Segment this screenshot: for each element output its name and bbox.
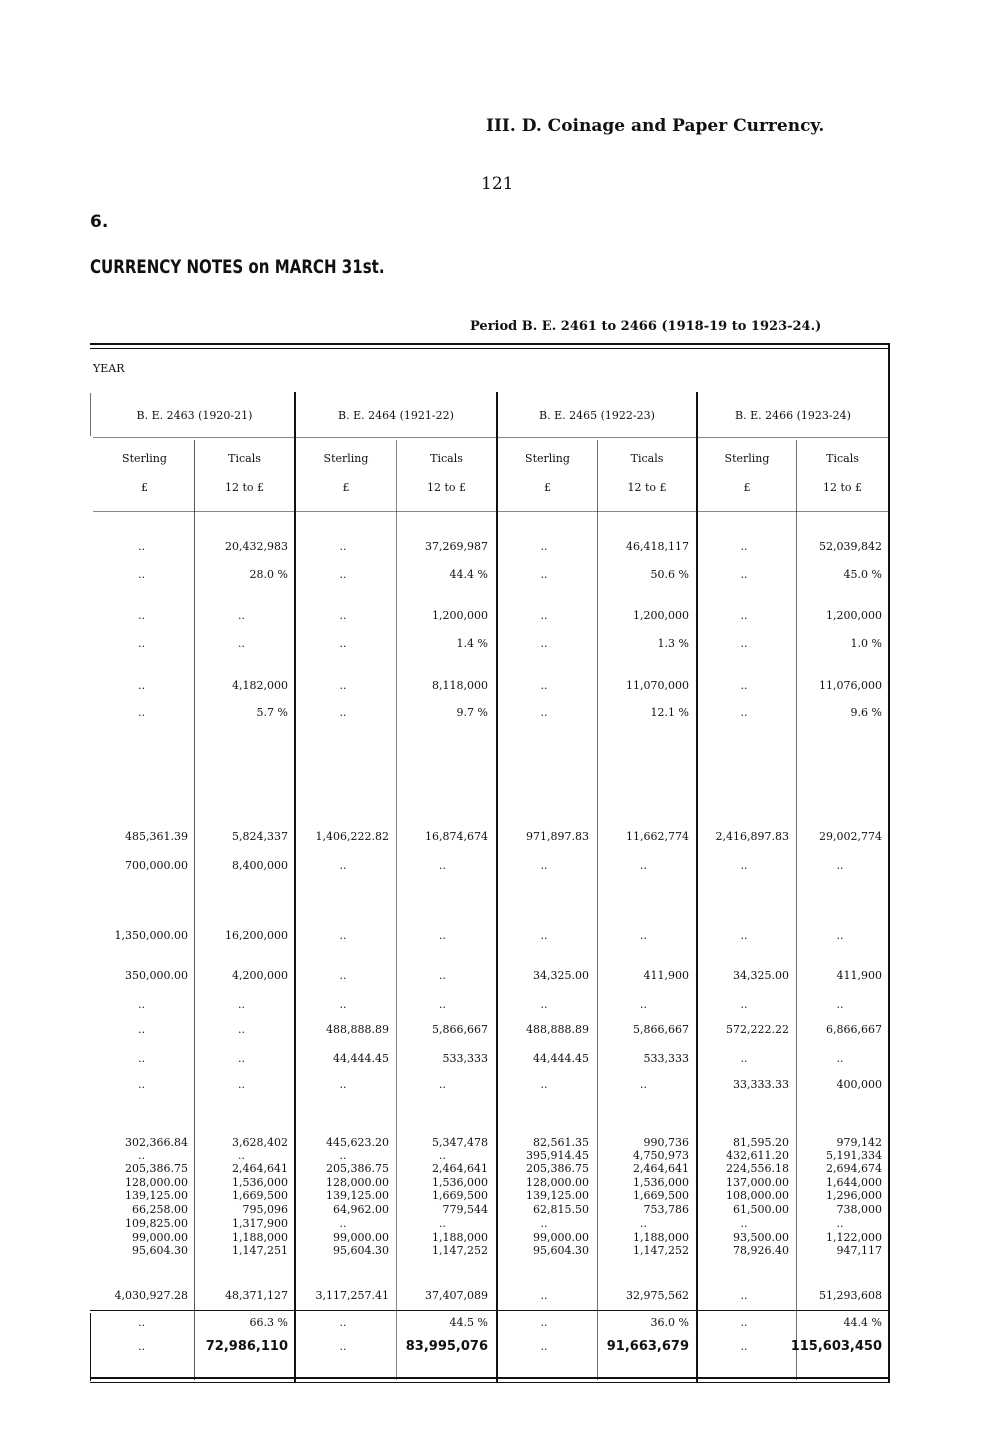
table-cell: 95,604.30 — [533, 1244, 589, 1257]
table-cell: .. — [540, 568, 548, 581]
table-cell: 5,824,337 — [232, 830, 288, 843]
table-cell: 533,333 — [643, 1052, 689, 1065]
total-cell: 3,117,257.41 — [315, 1289, 389, 1302]
year-header-2464: B. E. 2464 (1921-22) — [338, 409, 454, 422]
table-cell: 61,500.00 — [733, 1203, 789, 1216]
total-cell: 4,030,927.28 — [114, 1289, 188, 1302]
table-cell: .. — [540, 1217, 548, 1230]
grand-total-cell: 91,663,679 — [606, 1339, 689, 1354]
sterling-header: Sterling — [525, 452, 570, 465]
table-cell: .. — [339, 568, 347, 581]
table-cell: .. — [540, 929, 548, 942]
table-cell: .. — [339, 969, 347, 982]
table-cell: 64,962.00 — [333, 1203, 389, 1216]
table-cell: 128,000.00 — [526, 1176, 589, 1189]
table-cell: 411,900 — [836, 969, 882, 982]
sterling-unit: £ — [342, 481, 350, 494]
table-cell: 20,432,983 — [225, 540, 288, 553]
table-cell: .. — [740, 706, 748, 719]
grand-total-cell: 72,986,110 — [205, 1339, 288, 1354]
table-cell: .. — [439, 859, 446, 872]
year-label: YEAR — [93, 362, 125, 375]
table-cell: 302,366.84 — [125, 1136, 188, 1149]
table-cell: .. — [836, 1052, 844, 1065]
table-cell: 1,296,000 — [826, 1189, 882, 1202]
table-cell: .. — [836, 929, 844, 942]
table-cell: .. — [439, 1078, 446, 1091]
table-cell: 488,888.89 — [326, 1023, 389, 1036]
table-cell: .. — [740, 1217, 748, 1230]
table-cell: .. — [339, 540, 347, 553]
total-cell: .. — [540, 1316, 548, 1329]
table-cell: 947,117 — [836, 1244, 882, 1257]
table-cell: .. — [339, 609, 347, 622]
table-cell: 5,347,478 — [432, 1136, 488, 1149]
table-cell: 1,188,000 — [432, 1231, 488, 1244]
ticals-unit: 12 to £ — [224, 481, 265, 494]
table-cell: 9.6 % — [850, 706, 882, 719]
table-cell: 1,536,000 — [432, 1176, 488, 1189]
period-caption: Period B. E. 2461 to 2466 (1918-19 to 1923-24.) — [470, 319, 822, 334]
table-cell: .. — [740, 540, 748, 553]
table-cell: 44.4 % — [449, 568, 488, 581]
table-cell: 2,464,641 — [432, 1162, 488, 1175]
table-cell: .. — [339, 1078, 347, 1091]
table-cell: .. — [740, 568, 748, 581]
table-cell: 11,662,774 — [626, 830, 689, 843]
grand-total-cell: .. — [138, 1340, 145, 1353]
ticals-unit: 12 to £ — [426, 481, 467, 494]
table-cell: 34,325.00 — [533, 969, 589, 982]
table-cell: 979,142 — [836, 1136, 882, 1149]
table-cell: .. — [339, 998, 347, 1011]
table-cell: 33,333.33 — [733, 1078, 789, 1091]
table-cell: 82,561.35 — [533, 1136, 589, 1149]
table-cell: 1,317,900 — [232, 1217, 288, 1230]
table-cell: .. — [640, 859, 647, 872]
table-cell: 1,669,500 — [232, 1189, 288, 1202]
ticals-unit: 12 to £ — [627, 481, 667, 494]
table-cell: 224,556.18 — [726, 1162, 789, 1175]
table-cell: 700,000.00 — [125, 859, 188, 872]
ticals-header: Ticals — [430, 452, 463, 465]
table-cell: .. — [439, 969, 446, 982]
table-cell: .. — [138, 568, 145, 581]
grand-total-cell: .. — [339, 1340, 347, 1353]
table-cell: 1,669,500 — [432, 1189, 488, 1202]
table-cell: 445,623.20 — [326, 1136, 389, 1149]
table-cell: .. — [836, 859, 844, 872]
table-cell: 139,125.00 — [326, 1189, 389, 1202]
total-cell: 36.0 % — [650, 1316, 689, 1329]
year-header-2465: B. E. 2465 (1922-23) — [539, 409, 655, 422]
table-cell: 66,258.00 — [132, 1203, 188, 1216]
grand-total-cell: 115,603,450 — [790, 1339, 882, 1354]
table-cell: 3,628,402 — [232, 1136, 288, 1149]
ticals-unit: 12 to £ — [822, 481, 863, 494]
table-cell: 11,076,000 — [819, 679, 882, 692]
table-cell: .. — [439, 1217, 446, 1230]
table-cell: 28.0 % — [249, 568, 288, 581]
table-cell: 99,000.00 — [132, 1231, 188, 1244]
sterling-unit: £ — [544, 481, 551, 494]
table-cell: .. — [540, 637, 548, 650]
table-cell: 1,406,222.82 — [315, 830, 389, 843]
table-cell: .. — [238, 1149, 245, 1162]
table-cell: 2,464,641 — [633, 1162, 689, 1175]
sterling-unit: £ — [743, 481, 751, 494]
table-cell: 109,825.00 — [125, 1217, 188, 1230]
table-cell: 37,269,987 — [425, 540, 488, 553]
ticals-header: Ticals — [228, 452, 261, 465]
table-cell: .. — [339, 859, 347, 872]
table-cell: 34,325.00 — [733, 969, 789, 982]
table-cell: .. — [740, 998, 748, 1011]
total-cell: 44.5 % — [449, 1316, 488, 1329]
table-cell: 139,125.00 — [526, 1189, 589, 1202]
table-cell: 29,002,774 — [819, 830, 882, 843]
table-cell: 16,874,674 — [425, 830, 488, 843]
table-cell: 795,096 — [242, 1203, 288, 1216]
table-cell: .. — [740, 609, 748, 622]
table-cell: .. — [540, 859, 548, 872]
table-cell: .. — [439, 1149, 446, 1162]
table-cell: .. — [540, 706, 548, 719]
table-cell: 1,536,000 — [633, 1176, 689, 1189]
table-cell: 1,200,000 — [826, 609, 882, 622]
sterling-unit: £ — [141, 481, 148, 494]
table-title: CURRENCY NOTES on MARCH 31st. — [90, 256, 385, 278]
total-cell: 44.4 % — [843, 1316, 882, 1329]
table-cell: 1,122,000 — [826, 1231, 882, 1244]
table-number: 6. — [90, 212, 109, 232]
sterling-header: Sterling — [122, 452, 167, 465]
table-cell: 46,418,117 — [626, 540, 689, 553]
year-header-2466: B. E. 2466 (1923-24) — [735, 409, 851, 422]
table-cell: .. — [640, 998, 647, 1011]
table-cell: 350,000.00 — [125, 969, 188, 982]
table-cell: 753,786 — [643, 1203, 689, 1216]
table-cell: 128,000.00 — [326, 1176, 389, 1189]
table-cell: 11,070,000 — [626, 679, 689, 692]
table-cell: .. — [339, 637, 347, 650]
year-header-2463: B. E. 2463 (1920-21) — [136, 409, 253, 422]
table-cell: 139,125.00 — [125, 1189, 188, 1202]
total-cell: .. — [740, 1316, 748, 1329]
table-cell: 9.7 % — [456, 706, 488, 719]
table-cell: 1.0 % — [850, 637, 882, 650]
table-cell: .. — [238, 998, 245, 1011]
table-cell: .. — [238, 609, 245, 622]
table-cell: 488,888.89 — [526, 1023, 589, 1036]
table-cell: .. — [740, 679, 748, 692]
table-cell: 1.4 % — [456, 637, 488, 650]
table-cell: .. — [138, 706, 145, 719]
table-cell: .. — [339, 1149, 347, 1162]
table-cell: 108,000.00 — [726, 1189, 789, 1202]
page-number: 121 — [481, 174, 514, 194]
table-cell: 1,644,000 — [826, 1176, 882, 1189]
table-cell: 395,914.45 — [526, 1149, 589, 1162]
table-cell: 779,544 — [442, 1203, 488, 1216]
sterling-header: Sterling — [323, 452, 369, 465]
table-cell: 78,926.40 — [733, 1244, 789, 1257]
table-cell: 99,000.00 — [333, 1231, 389, 1244]
table-cell: 8,118,000 — [432, 679, 488, 692]
table-cell: 205,386.75 — [125, 1162, 188, 1175]
table-cell: .. — [740, 929, 748, 942]
table-cell: 50.6 % — [650, 568, 689, 581]
table-cell: .. — [640, 1078, 647, 1091]
table-cell: 4,182,000 — [232, 679, 288, 692]
table-cell: 1,200,000 — [633, 609, 689, 622]
total-cell: 32,975,562 — [626, 1289, 689, 1302]
table-cell: .. — [138, 609, 145, 622]
table-cell: .. — [740, 637, 748, 650]
table-cell: .. — [138, 1023, 145, 1036]
grand-total-cell: .. — [540, 1340, 548, 1353]
table-cell: .. — [439, 929, 446, 942]
table-cell: .. — [238, 1023, 245, 1036]
table-cell: .. — [339, 1217, 347, 1230]
grand-total-cell: .. — [740, 1340, 748, 1353]
table-cell: 411,900 — [643, 969, 689, 982]
table-cell: 44,444.45 — [333, 1052, 389, 1065]
table-cell: 12.1 % — [650, 706, 689, 719]
table-cell: 99,000.00 — [533, 1231, 589, 1244]
total-cell: 66.3 % — [249, 1316, 288, 1329]
table-cell: 1,147,251 — [232, 1244, 288, 1257]
table-cell: .. — [138, 1078, 145, 1091]
table-cell: 8,400,000 — [232, 859, 288, 872]
table-cell: 95,604.30 — [333, 1244, 389, 1257]
table-cell: 4,200,000 — [232, 969, 288, 982]
table-cell: .. — [339, 929, 347, 942]
table-cell: .. — [238, 1078, 245, 1091]
table-cell: .. — [339, 706, 347, 719]
table-cell: .. — [740, 859, 748, 872]
total-cell: 48,371,127 — [225, 1289, 288, 1302]
table-cell: 4,750,973 — [633, 1149, 689, 1162]
table-cell: 990,736 — [643, 1136, 689, 1149]
grand-total-cell: 83,995,076 — [405, 1339, 488, 1354]
table-cell: .. — [540, 998, 548, 1011]
table-cell: 5,866,667 — [432, 1023, 488, 1036]
total-cell: 51,293,608 — [819, 1289, 882, 1302]
table-cell: 432,611.20 — [726, 1149, 789, 1162]
table-cell: .. — [138, 1052, 145, 1065]
section-heading: III. D. Coinage and Paper Currency. — [486, 116, 825, 136]
table-cell: 738,000 — [836, 1203, 882, 1216]
ticals-header: Ticals — [826, 452, 859, 465]
table-cell: 2,464,641 — [232, 1162, 288, 1175]
table-cell: 62,815.50 — [533, 1203, 589, 1216]
table-cell: .. — [836, 1217, 844, 1230]
total-cell: .. — [339, 1316, 347, 1329]
table-cell: 128,000.00 — [125, 1176, 188, 1189]
table-cell: 533,333 — [442, 1052, 488, 1065]
table-cell: .. — [138, 637, 145, 650]
table-cell: .. — [640, 929, 647, 942]
table-cell: 5.7 % — [256, 706, 288, 719]
table-cell: .. — [640, 1217, 647, 1230]
table-cell: 44,444.45 — [533, 1052, 589, 1065]
table-cell: .. — [238, 1052, 245, 1065]
table-cell: 1,188,000 — [633, 1231, 689, 1244]
table-cell: 1,350,000.00 — [114, 929, 188, 942]
table-cell: .. — [540, 609, 548, 622]
table-cell: 6,866,667 — [826, 1023, 882, 1036]
table-cell: .. — [138, 540, 145, 553]
table-cell: .. — [138, 998, 145, 1011]
total-cell: 37,407,089 — [425, 1289, 488, 1302]
table-cell: 1,188,000 — [232, 1231, 288, 1244]
ticals-header: Ticals — [630, 452, 664, 465]
table-cell: 2,416,897.83 — [715, 830, 789, 843]
total-cell: .. — [138, 1316, 145, 1329]
table-cell: .. — [740, 1052, 748, 1065]
table-cell: 485,361.39 — [125, 830, 188, 843]
table-cell: 81,595.20 — [733, 1136, 789, 1149]
table-cell: 1,536,000 — [232, 1176, 288, 1189]
table-cell: 205,386.75 — [526, 1162, 589, 1175]
table-cell: 572,222.22 — [726, 1023, 789, 1036]
sterling-header: Sterling — [724, 452, 770, 465]
table-cell: .. — [540, 1078, 548, 1091]
total-cell: .. — [740, 1289, 748, 1302]
table-cell: 205,386.75 — [326, 1162, 389, 1175]
table-cell: 95,604.30 — [132, 1244, 188, 1257]
table-cell: 5,866,667 — [633, 1023, 689, 1036]
table-cell: 971,897.83 — [526, 830, 589, 843]
table-cell: .. — [238, 637, 245, 650]
table-cell: 93,500.00 — [733, 1231, 789, 1244]
total-cell: .. — [540, 1289, 548, 1302]
table-cell: 2,694,674 — [826, 1162, 882, 1175]
table-cell: 1,147,252 — [633, 1244, 689, 1257]
table-cell: 52,039,842 — [819, 540, 882, 553]
table-cell: 1,200,000 — [432, 609, 488, 622]
table-cell: 1,669,500 — [633, 1189, 689, 1202]
table-cell: .. — [138, 679, 145, 692]
table-cell: 137,000.00 — [726, 1176, 789, 1189]
table-cell: .. — [138, 1149, 145, 1162]
table-cell: 1,147,252 — [432, 1244, 488, 1257]
table-cell: 400,000 — [836, 1078, 882, 1091]
table-cell: .. — [339, 679, 347, 692]
table-cell: 16,200,000 — [225, 929, 288, 942]
table-cell: .. — [439, 998, 446, 1011]
table-cell: .. — [540, 679, 548, 692]
table-cell: 1.3 % — [657, 637, 689, 650]
table-cell: 5,191,334 — [826, 1149, 882, 1162]
table-cell: .. — [836, 998, 844, 1011]
table-cell: 45.0 % — [843, 568, 882, 581]
table-cell: .. — [540, 540, 548, 553]
